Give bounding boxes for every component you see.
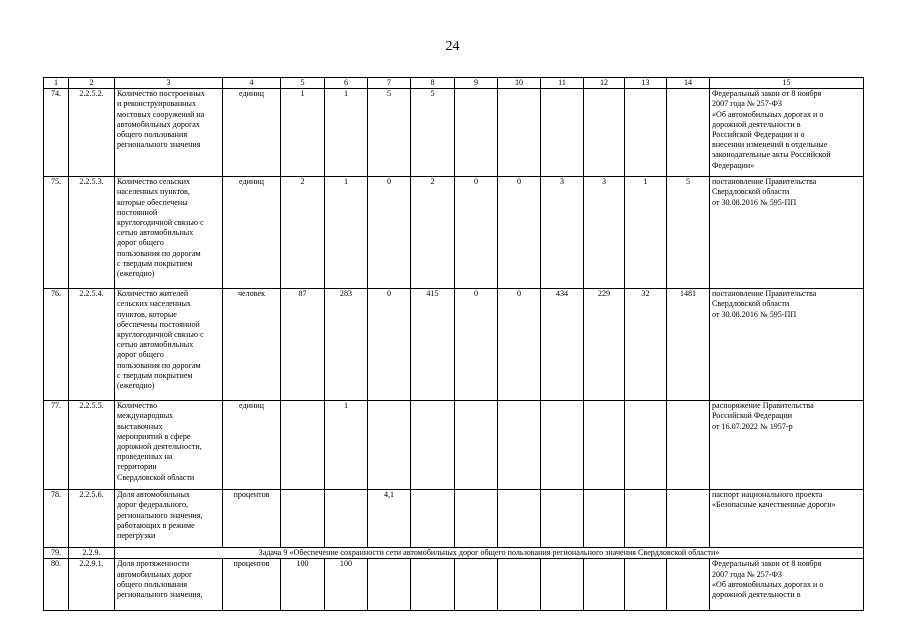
indicator-code: 2.2.5.5.	[69, 401, 115, 490]
column-number: 9	[455, 78, 498, 89]
value-cell	[455, 559, 498, 611]
value-cell	[625, 401, 667, 490]
value-cell: 5	[368, 89, 411, 177]
value-cell: 0	[455, 177, 498, 289]
row-number: 80.	[44, 559, 69, 611]
indicator-code: 2.2.5.6.	[69, 490, 115, 548]
value-cell	[411, 401, 455, 490]
value-cell	[498, 89, 541, 177]
value-cell: 0	[368, 289, 411, 401]
value-cell	[667, 490, 710, 548]
indicator-name: Количество жителей сельских населенных пунктов, которые обеспечены постоянной круглогодичной связью с сетью автомобильных дорог общего пользования по дорогам с твердым покрытием (ежегодно)	[115, 289, 223, 401]
unit-cell: единиц	[223, 177, 281, 289]
value-cell: 4,1	[368, 490, 411, 548]
value-cell	[411, 559, 455, 611]
row-number: 76.	[44, 289, 69, 401]
source-document: Федеральный закон от 8 ноября 2007 года № 257-ФЗ «Об автомобильных дорогах и о дорожной деятельности в Российской Федерации и о внесении изменений в отдельные законодательные акты Российской Федерации»	[710, 89, 864, 177]
unit-cell: процентов	[223, 559, 281, 611]
row-number: 74.	[44, 89, 69, 177]
column-number: 10	[498, 78, 541, 89]
value-cell	[498, 490, 541, 548]
source-document: постановление Правительства Свердловской области от 30.08.2016 № 595-ПП	[710, 177, 864, 289]
column-number: 3	[115, 78, 223, 89]
value-cell: 2	[411, 177, 455, 289]
column-number: 5	[281, 78, 325, 89]
indicator-code: 2.2.9.	[69, 548, 115, 559]
column-number: 6	[325, 78, 368, 89]
value-cell	[281, 490, 325, 548]
page-number: 24	[445, 39, 460, 54]
value-cell	[498, 559, 541, 611]
value-cell	[411, 490, 455, 548]
source-document	[710, 559, 864, 611]
unit-cell: процентов	[223, 490, 281, 548]
table-row	[44, 490, 864, 548]
column-number: 15	[710, 78, 864, 89]
column-number: 1	[44, 78, 69, 89]
value-cell	[498, 401, 541, 490]
table-row	[44, 89, 864, 177]
value-cell	[541, 559, 584, 611]
indicator-code: 2.2.5.3.	[69, 177, 115, 289]
indicator-name-text: Доля протяженности автомобильных дорог общего пользования регионального значения,	[117, 559, 203, 600]
value-cell	[584, 401, 625, 490]
value-cell	[625, 559, 667, 611]
column-number: 2	[69, 78, 115, 89]
value-cell	[667, 559, 710, 611]
indicator-name: Доля автомобильных дорог федерального, регионального значения, работающих в режиме перегрузки	[115, 490, 223, 548]
value-cell: 1	[325, 401, 368, 490]
value-cell	[667, 89, 710, 177]
value-cell: 1	[281, 89, 325, 177]
row-number: 77.	[44, 401, 69, 490]
unit-cell: человек	[223, 289, 281, 401]
table-row	[44, 401, 864, 490]
row-number: 75.	[44, 177, 69, 289]
column-number: 11	[541, 78, 584, 89]
column-number-row	[44, 78, 864, 89]
row-number: 78.	[44, 490, 69, 548]
value-cell: 0	[455, 289, 498, 401]
value-cell	[281, 401, 325, 490]
value-cell	[455, 401, 498, 490]
value-cell	[541, 401, 584, 490]
value-cell: 100	[281, 559, 325, 611]
source-document-text: Федеральный закон от 8 ноября 2007 года № 257-ФЗ «Об автомобильных дорогах и о дорожной деятельности в	[712, 559, 824, 600]
value-cell: 0	[498, 177, 541, 289]
value-cell	[325, 490, 368, 548]
table-row	[44, 289, 864, 401]
column-number: 7	[368, 78, 411, 89]
indicator-name: Количество построенных и реконструированных мостовых сооружений на автомобильных дорогах общего пользования регионального значения	[115, 89, 223, 177]
value-cell: 87	[281, 289, 325, 401]
value-cell: 5	[411, 89, 455, 177]
value-cell	[584, 559, 625, 611]
value-cell	[667, 401, 710, 490]
table-row	[44, 177, 864, 289]
value-cell: 415	[411, 289, 455, 401]
source-document: распоряжение Правительства Российской Федерации от 16.07.2022 № 1957-р	[710, 401, 864, 490]
value-cell	[625, 89, 667, 177]
value-cell: 434	[541, 289, 584, 401]
value-cell	[368, 559, 411, 611]
row-number: 79.	[44, 548, 69, 559]
value-cell	[541, 89, 584, 177]
indicator-code: 2.2.5.2.	[69, 89, 115, 177]
value-cell: 3	[541, 177, 584, 289]
column-number: 8	[411, 78, 455, 89]
value-cell	[584, 89, 625, 177]
value-cell	[625, 490, 667, 548]
task-row	[44, 548, 864, 559]
value-cell: 0	[368, 177, 411, 289]
source-document: паспорт национального проекта «Безопасные качественные дороги»	[710, 490, 864, 548]
value-cell: 2	[281, 177, 325, 289]
value-cell	[368, 401, 411, 490]
task-title: Задача 9 «Обеспечение сохранности сети автомобильных дорог общего пользования регионального значения Свердловской области»	[115, 548, 864, 559]
value-cell	[455, 490, 498, 548]
unit-cell: единиц	[223, 89, 281, 177]
value-cell: 3	[584, 177, 625, 289]
value-cell	[455, 89, 498, 177]
indicator-code: 2.2.5.4.	[69, 289, 115, 401]
indicator-name: Количество сельских населенных пунктов, которые обеспечены постоянной круглогодичной связью с сетью автомобильных дорог общего пользования по дорогам с твердым покрытием (ежегодно)	[115, 177, 223, 289]
value-cell: 1	[325, 89, 368, 177]
indicator-name	[115, 559, 223, 611]
table-row	[44, 559, 864, 611]
column-number: 14	[667, 78, 710, 89]
value-cell: 100	[325, 559, 368, 611]
column-number: 4	[223, 78, 281, 89]
value-cell	[584, 490, 625, 548]
value-cell	[541, 490, 584, 548]
column-number: 13	[625, 78, 667, 89]
source-document: постановление Правительства Свердловской области от 30.08.2016 № 595-ПП	[710, 289, 864, 401]
indicators-table	[43, 77, 864, 611]
value-cell: 283	[325, 289, 368, 401]
indicator-name: Количество международных выставочных мероприятий в сфере дорожной деятельности, проведенных на территории Свердловской области	[115, 401, 223, 490]
column-number: 12	[584, 78, 625, 89]
unit-cell: единиц	[223, 401, 281, 490]
value-cell: 0	[498, 289, 541, 401]
value-cell: 229	[584, 289, 625, 401]
value-cell: 5	[667, 177, 710, 289]
value-cell: 32	[625, 289, 667, 401]
value-cell: 1	[325, 177, 368, 289]
value-cell: 1	[625, 177, 667, 289]
indicator-code: 2.2.9.1.	[69, 559, 115, 611]
value-cell: 1481	[667, 289, 710, 401]
